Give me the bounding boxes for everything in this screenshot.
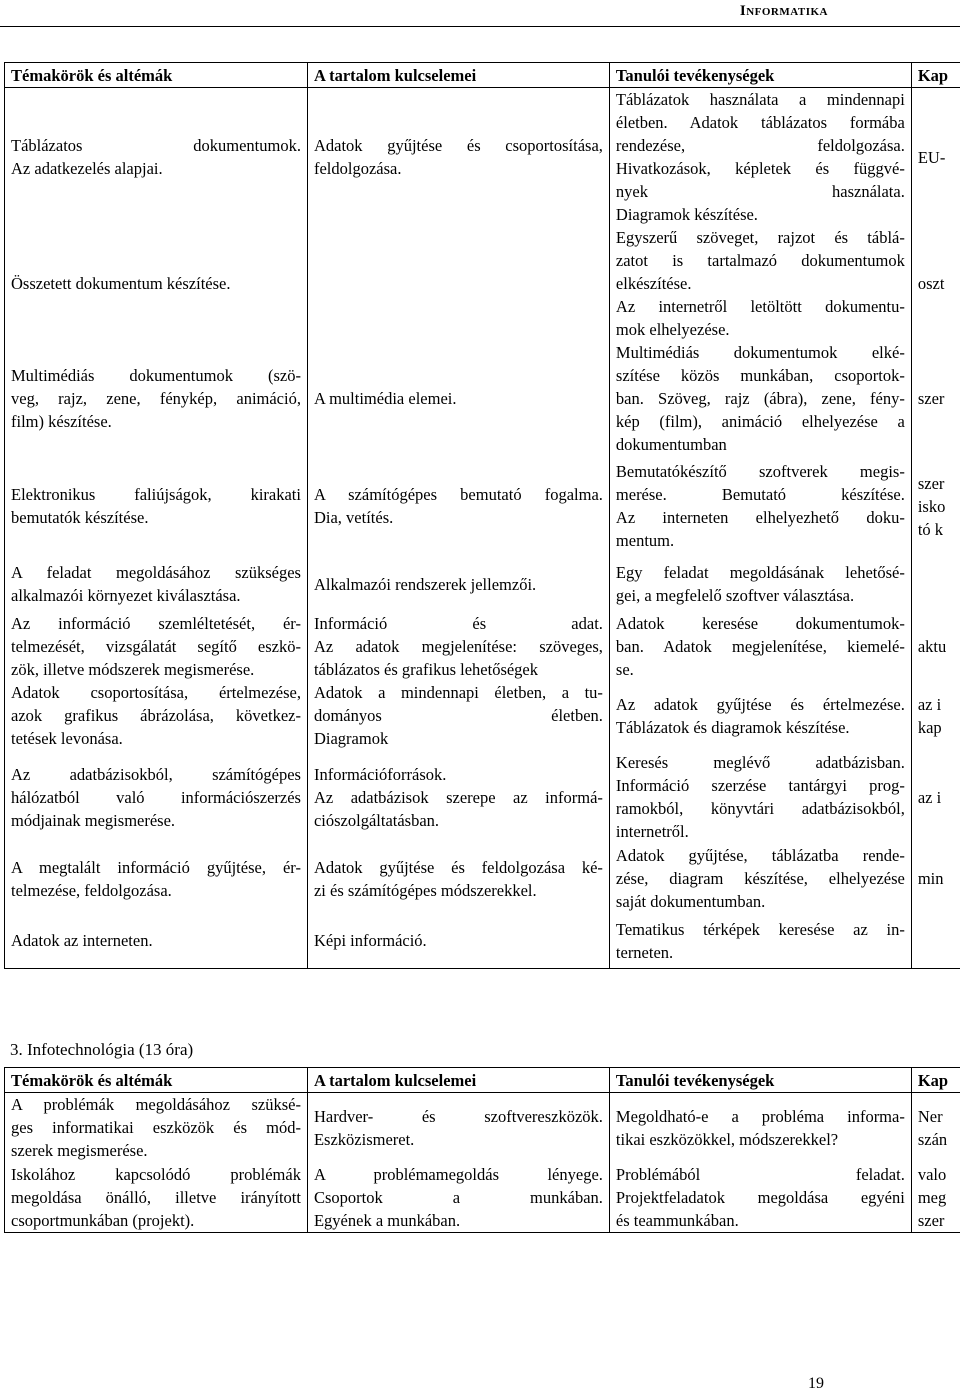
cell-line: merése. Bemutató készítése. — [616, 483, 905, 506]
table-cell — [307, 341, 609, 456]
cell-line: internetről. — [616, 820, 905, 843]
cell-line: Táblázatok és diagramok készítése. — [616, 716, 905, 739]
table-cell — [5, 341, 308, 456]
cell-line: elkészítése. — [616, 272, 905, 295]
column-header: Tanulói tevékenységek — [609, 1068, 911, 1093]
cell-line: terneten. — [616, 941, 905, 964]
cell-line: az i — [918, 786, 960, 809]
table-cell — [5, 913, 308, 969]
table-cell — [609, 456, 911, 556]
table-row — [5, 226, 960, 341]
table-row — [5, 844, 960, 913]
table-cell — [609, 88, 911, 227]
cell-line: A problémák megoldásához szüksé- — [11, 1093, 301, 1116]
table-row — [5, 612, 960, 681]
table-row — [5, 913, 960, 969]
cell-line: Adatok gyűjtése, táblázatba rende- — [616, 844, 905, 867]
table-cell — [5, 1093, 308, 1163]
table-cell — [307, 750, 609, 844]
cell-line: Összetett dokumentum készítése. — [11, 272, 301, 295]
cell-line: A feladat megoldásához szükséges — [11, 561, 301, 584]
cell-line: mentum. — [616, 529, 905, 552]
cell-line: ramokból, könyvtári adatbázisokból, — [616, 797, 905, 820]
table-cell — [911, 750, 960, 844]
cell-line: megoldása önálló, illetve irányított — [11, 1186, 301, 1209]
cell-line: Multimédiás dokumentumok elké- — [616, 341, 905, 364]
cell-line: kap — [918, 716, 960, 739]
table-cell — [307, 612, 609, 681]
cell-line: módjainak megismerése. — [11, 809, 301, 832]
table-cell — [609, 750, 911, 844]
table-cell — [609, 341, 911, 456]
table-cell — [5, 681, 308, 750]
cell-line: ban. Szöveg, rajz (ábra), zene, fény- — [616, 387, 905, 410]
cell-line: Az adatbázisokból, számítógépes — [11, 763, 301, 786]
cell-line: Információ és adat. — [314, 612, 603, 635]
cell-line: se. — [616, 658, 905, 681]
table-cell — [307, 88, 609, 227]
table-cell — [609, 844, 911, 913]
curriculum-table — [4, 62, 960, 969]
table-cell — [609, 556, 911, 612]
cell-line: hálózatból való információszerzés — [11, 786, 301, 809]
table-cell — [307, 556, 609, 612]
cell-line: azok grafikus ábrázolása, következ- — [11, 704, 301, 727]
cell-line: Dia, vetítés. — [314, 506, 603, 529]
cell-line: kép (film), animáció elhelyezése a — [616, 410, 905, 433]
cell-line: Adatok gyűjtése és csoportosítása, — [314, 134, 603, 157]
table-row — [5, 556, 960, 612]
cell-line: életben. Adatok táblázatos formába — [616, 111, 905, 134]
table-cell — [5, 844, 308, 913]
table-cell — [609, 226, 911, 341]
table-row — [5, 341, 960, 456]
cell-line: Adatok a mindennapi életben, a tu- — [314, 681, 603, 704]
table-cell — [5, 456, 308, 556]
column-header: Témakörök és altémák — [5, 63, 308, 88]
column-header: Kap — [911, 1068, 960, 1093]
table-row — [5, 750, 960, 844]
cell-line: nyek használata. — [616, 180, 905, 203]
infotechnology-table — [4, 1067, 960, 1233]
table-header-row — [5, 1068, 960, 1093]
cell-line: Információforrások. — [314, 763, 603, 786]
header-rule — [0, 26, 960, 27]
cell-line: Adatok gyűjtése és feldolgozása ké- — [314, 856, 603, 879]
cell-line: Diagramok — [314, 727, 603, 750]
table-header-row — [5, 63, 960, 88]
cell-line: feldolgozása. — [314, 157, 603, 180]
cell-line: EU- — [918, 146, 960, 169]
cell-line: zi és számítógépes módszerekkel. — [314, 879, 603, 902]
table-cell — [609, 1162, 911, 1233]
column-header: Kap — [911, 63, 960, 88]
cell-line: Problémából feladat. — [616, 1163, 905, 1186]
cell-line: és teammunkában. — [616, 1209, 905, 1232]
cell-line: meg — [918, 1186, 960, 1209]
cell-line: Az adatok gyűjtése és értelmezése. — [616, 693, 905, 716]
cell-line: Csoportok a munkában. — [314, 1186, 603, 1209]
table-cell — [5, 750, 308, 844]
running-header-title: Informatika — [740, 0, 828, 23]
table-cell — [911, 913, 960, 969]
cell-line: Képi információ. — [314, 929, 603, 952]
cell-line: zése, diagram készítése, elhelyezése — [616, 867, 905, 890]
cell-line: A problémamegoldás lényege. — [314, 1163, 603, 1186]
table-cell — [5, 88, 308, 227]
cell-line: Alkalmazói rendszerek jellemzői. — [314, 573, 603, 596]
table-row — [5, 681, 960, 750]
table-cell — [307, 844, 609, 913]
cell-line: Keresés meglévő adatbázisban. — [616, 751, 905, 774]
cell-line: Elektronikus faliújságok, kirakati — [11, 483, 301, 506]
cell-line: Egy feladat megoldásának lehetősé- — [616, 561, 905, 584]
cell-line: Az adatkezelés alapjai. — [11, 157, 301, 180]
cell-line: táblázatos és grafikus lehetőségek — [314, 658, 603, 681]
cell-line: Eszközismeret. — [314, 1128, 603, 1151]
cell-line: ges informatikai eszközök és mód- — [11, 1116, 301, 1139]
cell-line: tikai eszközökkel, módszerekkel? — [616, 1128, 905, 1151]
table-cell — [5, 556, 308, 612]
cell-line: valo — [918, 1163, 960, 1186]
cell-line: szerek megismerése. — [11, 1139, 301, 1162]
table-cell — [911, 612, 960, 681]
table-cell — [5, 612, 308, 681]
table-row — [5, 1093, 960, 1163]
column-header: Tanulói tevékenységek — [609, 63, 911, 88]
cell-line: oszt — [918, 272, 960, 295]
cell-line: Az interneten elhelyezhető doku- — [616, 506, 905, 529]
column-header: Témakörök és altémák — [5, 1068, 308, 1093]
table-cell — [911, 1162, 960, 1233]
cell-line: Adatok az interneten. — [11, 929, 301, 952]
cell-line: min — [918, 867, 960, 890]
cell-line: Táblázatos dokumentumok. — [11, 134, 301, 157]
table-cell — [911, 341, 960, 456]
cell-line: rendezése, feldolgozása. — [616, 134, 905, 157]
table-cell — [609, 913, 911, 969]
column-header: A tartalom kulcselemei — [307, 63, 609, 88]
cell-line: Adatok keresése dokumentumok- — [616, 612, 905, 635]
cell-line: Tematikus térképek keresése az in- — [616, 918, 905, 941]
cell-line: szítése közös munkában, csoportok- — [616, 364, 905, 387]
table-cell — [911, 226, 960, 341]
cell-line: Egyszerű szöveget, rajzot és táblá- — [616, 226, 905, 249]
table-row — [5, 1162, 960, 1233]
table-cell — [307, 913, 609, 969]
table-cell — [609, 1093, 911, 1163]
table-cell — [307, 1093, 609, 1163]
cell-line: Hivatkozások, képletek és függvé- — [616, 157, 905, 180]
cell-line: bemutatók készítése. — [11, 506, 301, 529]
table-cell — [307, 1162, 609, 1233]
cell-line: tetések levonása. — [11, 727, 301, 750]
table-cell — [5, 226, 308, 341]
table-cell — [911, 88, 960, 227]
cell-line: telmezése, feldolgozása. — [11, 879, 301, 902]
table-cell — [307, 681, 609, 750]
cell-line: Adatok csoportosítása, értelmezése, — [11, 681, 301, 704]
cell-line: szer — [918, 472, 960, 495]
cell-line: zatot is tartalmazó dokumentumok — [616, 249, 905, 272]
cell-line: Egyének a munkában. — [314, 1209, 603, 1232]
page-header — [0, 0, 960, 28]
cell-line: Projektfeladatok megoldása egyéni — [616, 1186, 905, 1209]
cell-line: dokumentumban — [616, 433, 905, 456]
cell-line: Hardver- és szoftvereszközök. — [314, 1105, 603, 1128]
cell-line: Iskolához kapcsolódó problémák — [11, 1163, 301, 1186]
table-cell — [609, 612, 911, 681]
cell-line: Megoldható-e a probléma informa- — [616, 1105, 905, 1128]
cell-line: Ner — [918, 1105, 960, 1128]
table-cell — [307, 226, 609, 341]
table-cell — [911, 681, 960, 750]
cell-line: A megtalált információ gyűjtése, ér- — [11, 856, 301, 879]
cell-line: aktu — [918, 635, 960, 658]
section-heading: 3. Infotechnológia (13 óra) — [10, 1038, 193, 1061]
cell-line: saját dokumentumban. — [616, 890, 905, 913]
cell-line: Információ szerzése tantárgyi prog- — [616, 774, 905, 797]
cell-line: Táblázatok használata a mindennapi — [616, 88, 905, 111]
table-cell — [5, 1162, 308, 1233]
cell-line: Az adatok megjelenítése: szöveges, — [314, 635, 603, 658]
cell-line: alkalmazói környezet kiválasztása. — [11, 584, 301, 607]
table-row — [5, 456, 960, 556]
column-header: A tartalom kulcselemei — [307, 1068, 609, 1093]
cell-line: Az internetről letöltött dokumentu- — [616, 295, 905, 318]
cell-line: zök, illetve módszerek megismerése. — [11, 658, 301, 681]
cell-line: dományos életben. — [314, 704, 603, 727]
cell-line: A számítógépes bemutató fogalma. — [314, 483, 603, 506]
table-cell — [911, 1093, 960, 1163]
cell-line: tó k — [918, 518, 960, 541]
cell-line: csoportmunkában (projekt). — [11, 1209, 301, 1232]
table-cell — [609, 681, 911, 750]
cell-line: Multimédiás dokumentumok (szö- — [11, 364, 301, 387]
table-row — [5, 88, 960, 227]
page-number: 19 — [808, 1372, 824, 1395]
cell-line: szer — [918, 387, 960, 410]
cell-line: Az információ szemléltetését, ér- — [11, 612, 301, 635]
cell-line: az i — [918, 693, 960, 716]
cell-line: film) készítése. — [11, 410, 301, 433]
cell-line: Diagramok készítése. — [616, 203, 905, 226]
table-cell — [911, 556, 960, 612]
cell-line: Az adatbázisok szerepe az informá- — [314, 786, 603, 809]
cell-line: ban. Adatok megjelenítése, kiemelé- — [616, 635, 905, 658]
cell-line: ciószolgáltatásban. — [314, 809, 603, 832]
cell-line: isko — [918, 495, 960, 518]
table-cell — [911, 844, 960, 913]
table-cell — [307, 456, 609, 556]
cell-line: mok elhelyezése. — [616, 318, 905, 341]
cell-line: gei, a megfelelő szoftver választása. — [616, 584, 905, 607]
cell-line: szán — [918, 1128, 960, 1151]
cell-line: Bemutatókészítő szoftverek megis- — [616, 460, 905, 483]
cell-line: A multimédia elemei. — [314, 387, 603, 410]
cell-line: szer — [918, 1209, 960, 1232]
cell-line: telmezését, vizsgálatát segítő eszkö- — [11, 635, 301, 658]
table-cell — [911, 456, 960, 556]
cell-line: veg, rajz, zene, fénykép, animáció, — [11, 387, 301, 410]
